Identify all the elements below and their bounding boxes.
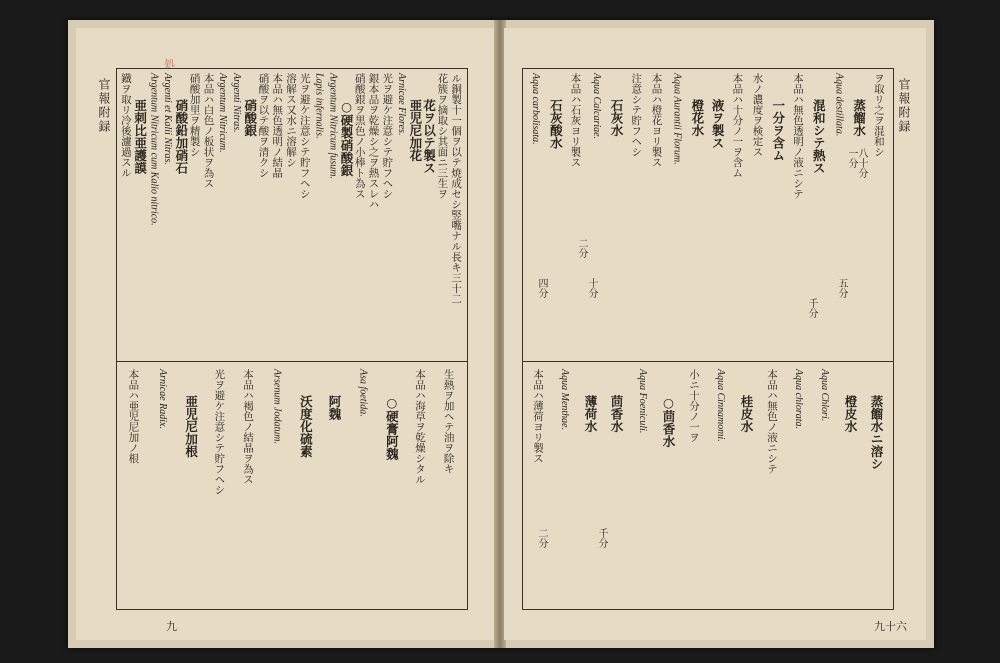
entry-heading: 一分ヲ含ム <box>770 99 786 162</box>
text-column: ル銅製十一個ヲ以テ焼成セシ竪嘴ナル長キ三十二 <box>450 73 463 304</box>
text-column: 硝酸ヲ以テ酸ヲ清クシ <box>257 73 270 178</box>
text-column: 本品ハ無色透明ノ液ニシテ <box>792 73 804 199</box>
text-column: 水ノ濃度ヲ検定ス <box>751 73 764 157</box>
text-column: 溶解ス又水ニ溶解シ <box>285 73 297 168</box>
dosage-amount: 二分 <box>536 528 547 548</box>
latin-name-column: Aqua destillata. <box>833 73 845 137</box>
entry-heading: 亜児尼加花 <box>407 99 423 162</box>
dosage-amount: 一分 <box>846 148 857 168</box>
latin-name-column: Argentum Nitricum cum Kalio nitrico. <box>148 73 160 226</box>
entry-heading: 沃度化硫素 <box>298 395 314 458</box>
latin-name-column: Aqua Calcariae. <box>590 73 602 140</box>
entry-heading: 橙花水 <box>689 99 705 137</box>
entry-heading: 硝酸鉛加硝石 <box>173 99 189 174</box>
text-column: 本品ハ石灰ヨリ製ス <box>569 73 582 168</box>
latin-name-column: Arsenum Jodatum. <box>271 369 283 444</box>
right-page-number: 九十六 <box>874 620 907 633</box>
entry-heading: 茴香水 <box>609 395 624 433</box>
latin-name-column: Aqua Foeniculi. <box>637 369 648 434</box>
dosage-amount: 十分 <box>586 278 597 298</box>
text-column: 本品ハ無色透明ノ結晶 <box>271 73 284 178</box>
left-page <box>76 28 496 640</box>
entry-heading: 石灰酸水 <box>548 99 564 149</box>
dosage-amount: 二分 <box>576 238 587 258</box>
text-column: 生熱ヲ加ヘテ油ヲ除キ <box>442 369 455 474</box>
entry-heading: 蒸餾水ニ溶シ <box>869 395 884 470</box>
left-running-head: 官報附録 <box>97 78 111 134</box>
left-page-divider <box>117 361 467 362</box>
entry-heading: 薄荷水 <box>583 395 598 433</box>
text-column: 本品ハ褐色ノ結晶ヲ為ス <box>242 369 254 485</box>
entry-heading: 液ヲ製ス <box>710 99 726 149</box>
latin-name-column: Aqua Cinnamomi. <box>715 369 726 442</box>
text-column: 本品ハ薄荷ヨリ製ス <box>532 369 544 464</box>
latin-name-column: Asa foetida. <box>357 369 369 417</box>
entry-heading: 桂皮水 <box>739 395 754 433</box>
entry-heading: 橙皮水 <box>843 395 858 433</box>
entry-heading: 硝酸銀 <box>242 99 258 137</box>
latin-name-column: Argentum Nitricum. <box>217 73 229 153</box>
dosage-amount: 五分 <box>836 278 847 298</box>
entry-heading: 蒸餾水 <box>851 99 867 137</box>
entry-heading: 阿魏 <box>327 395 342 420</box>
text-column: ヲ取リ之ヲ混和シ <box>872 73 885 157</box>
text-column: 本品ハ亜児尼加ノ根 <box>127 369 140 464</box>
text-column: 光ヲ避ケ注意シテ貯フヘシ <box>298 73 311 199</box>
latin-name-column: Aqua Chlori. <box>819 369 830 422</box>
latin-name-column: Aqua Menthae. <box>559 369 570 431</box>
text-column: 本品ハ白色ノ板状ヲ為ス <box>202 73 215 189</box>
text-column: 光ヲ避ケ注意シテ貯フヘシ <box>213 369 226 495</box>
text-column: 光ヲ避ケ注意シテ貯フヘシ <box>381 73 394 199</box>
entry-heading: 亜刺比亜護謨 <box>132 99 148 174</box>
open-book <box>68 20 934 648</box>
entry-heading: ○茴香水 <box>661 395 676 448</box>
text-column: 硝酸銀ヲ黒色ノ小棒ト為ス <box>353 73 366 199</box>
right-page <box>504 28 926 640</box>
right-page-frame <box>522 68 894 610</box>
right-running-head: 官報附録 <box>897 78 911 134</box>
entry-heading: ○硬製硝酸銀 <box>339 99 355 177</box>
latin-name-column: Aqua Aurantii Florum. <box>671 73 683 165</box>
entry-heading: 石灰水 <box>609 99 624 137</box>
latin-name-column: Arnicae Radix. <box>157 369 168 429</box>
latin-name-column: Arnicae Flores. <box>396 73 408 136</box>
latin-name-column: Aqua carbolisata. <box>530 73 542 145</box>
right-page-divider <box>523 361 893 362</box>
entry-heading: ○硬膏阿魏 <box>384 395 400 460</box>
text-column: 硝酸加里ヲ精製シ <box>188 73 201 157</box>
dosage-amount: 八十分 <box>856 148 867 178</box>
latin-name-column: Argenti Nitras. <box>230 73 242 133</box>
entry-heading: 混和シテ熱ス <box>811 99 827 174</box>
latin-name-column: Argentum Nitricum fusum. <box>327 73 339 180</box>
left-page-number: 九 <box>166 620 177 633</box>
left-page-frame <box>116 68 468 610</box>
text-column: 本品ハ十分ノ一ヲ含ム <box>731 73 744 178</box>
text-column: 本品ハ橙花ヨリ製ス <box>650 73 663 168</box>
text-column: 小ニ十分ノ一ヲ <box>688 369 700 443</box>
dosage-amount: 千分 <box>806 298 817 318</box>
text-column: 鐡ヲ取リ冷後濾過スル <box>119 73 132 178</box>
entry-heading: 花ヲ以テ製ス <box>421 99 437 174</box>
text-column: 本品ハ無色ノ液ニシテ <box>766 369 778 474</box>
text-column: 本品ハ海草ヲ乾燥シタル <box>414 369 426 485</box>
latin-name-column: Argenti et Kalii Nitras. <box>162 73 174 165</box>
text-column: 銀本品ヲ乾燥シ之ヲ熱スレハ <box>367 73 380 210</box>
entry-heading: 亜児尼加根 <box>183 395 199 458</box>
text-column: 注意シテ貯フヘシ <box>630 73 643 157</box>
dosage-amount: 千分 <box>596 528 607 548</box>
latin-name-column: Lapis infernalis. <box>313 73 325 139</box>
dosage-amount: 四分 <box>536 278 547 298</box>
text-column: 花簇ヲ摘取シ其面ニ三生ヲ <box>436 73 449 199</box>
stamp-mark: 処 <box>164 58 175 71</box>
latin-name-column: Aqua chlorata. <box>793 369 804 429</box>
